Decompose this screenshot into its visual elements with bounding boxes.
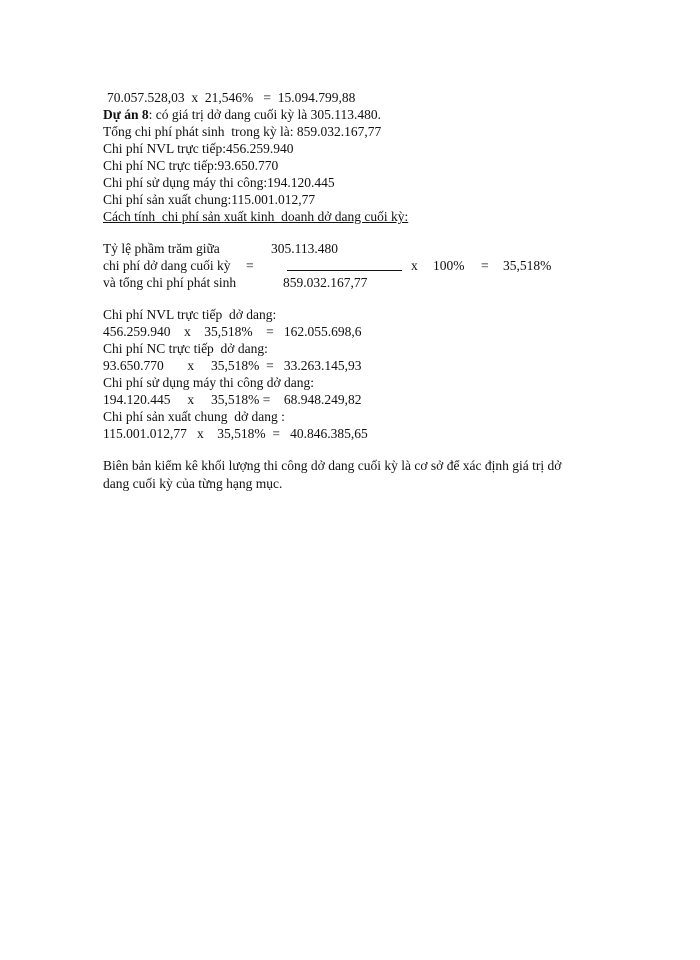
formula-numerator: 305.113.480: [271, 241, 338, 256]
formula-left-line-3: và tổng chi phí phát sinh: [103, 275, 237, 290]
total-cost-line: Tổng chi phí phát sinh trong kỳ là: 859.032.167,77: [103, 124, 382, 139]
formula-left-line-1: Tỷ lệ phầm trăm giữa: [103, 241, 220, 256]
formula-equals-1: =: [246, 258, 254, 273]
calc-expr-nc: 93.650.770 x 35,518% = 33.263.145,93: [103, 358, 362, 373]
calc-expr-nvl: 456.259.940 x 35,518% = 162.055.698,6: [103, 324, 362, 339]
calc-expr-machine: 194.120.445 x 35,518% = 68.948.249,82: [103, 392, 362, 407]
method-heading: Cách tính chi phí sản xuất kinh doanh dở dang cuối kỳ:: [103, 209, 409, 224]
formula-denominator: 859.032.167,77: [283, 275, 368, 290]
calc-label-nc: Chi phí NC trực tiếp dở dang:: [103, 341, 268, 356]
calc-expr-general: 115.001.012,77 x 35,518% = 40.846.385,65: [103, 426, 368, 441]
formula-equals-2: =: [481, 258, 489, 273]
project-label: Dự án 8: [103, 107, 149, 122]
formula-percent: 100%: [433, 258, 465, 273]
nc-cost-line: Chi phí NC trực tiếp:93.650.770: [103, 158, 279, 173]
formula-left-line-2: chi phí dở dang cuối kỳ: [103, 258, 231, 273]
project-8-line: [103, 107, 381, 123]
project-description: : có giá trị dở dang cuối kỳ là 305.113.480.: [148, 107, 381, 122]
closing-paragraph-line-2: dang cuối kỳ của từng hạng mục.: [103, 476, 283, 491]
closing-paragraph-line-1: Biên bản kiểm kê khối lượng thi công dở dang cuối kỳ là cơ sở để xác định giá trị dở: [103, 458, 562, 473]
fraction-bar: [287, 270, 402, 271]
formula-result: 35,518%: [503, 258, 552, 273]
formula-times: x: [411, 258, 418, 273]
calc-label-nvl: Chi phí NVL trực tiếp dở dang:: [103, 307, 277, 322]
general-cost-line: Chi phí sản xuất chung:115.001.012,77: [103, 192, 316, 207]
calc-line-carryover: 70.057.528,03 x 21,546% = 15.094.799,88: [107, 90, 356, 105]
calc-label-general: Chi phí sản xuất chung dở dang :: [103, 409, 285, 424]
nvl-cost-line: Chi phí NVL trực tiếp:456.259.940: [103, 141, 294, 156]
calc-label-machine: Chi phí sử dụng máy thi công dở dang:: [103, 375, 314, 390]
machine-cost-line: Chi phí sử dụng máy thi công:194.120.445: [103, 175, 335, 190]
